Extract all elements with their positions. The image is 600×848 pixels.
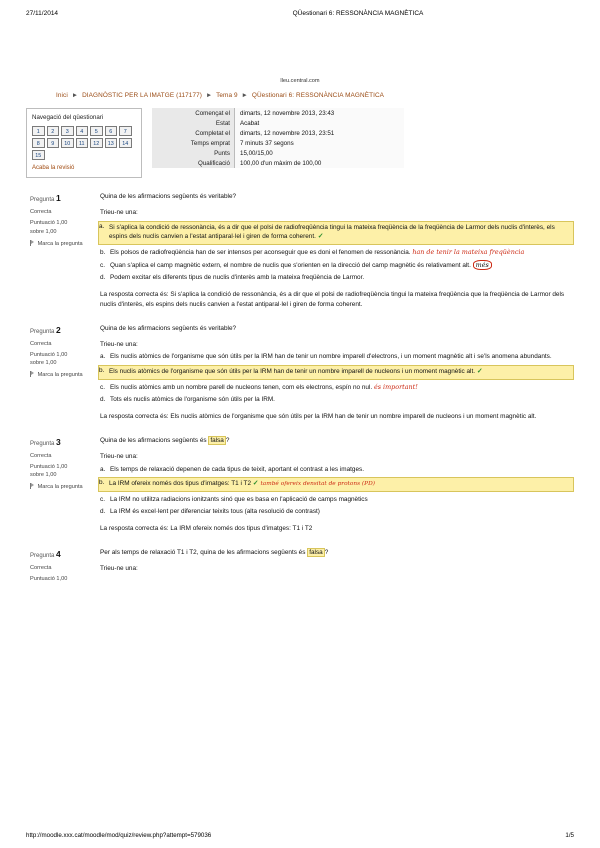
answer-text: Els nuclis atòmics de l'organisme que són útils per la IRM han de tenir un nombre imparell d'electrons, i un moment magnètic alt i se'ls anomena abundants. [110, 353, 552, 361]
question-text: Quina de les afirmacions següents és falsa ? [100, 436, 230, 444]
question-word: Pregunta [30, 552, 55, 559]
answer-option[interactable] [100, 465, 574, 475]
table-row [152, 158, 404, 168]
summary-value: dimarts, 12 novembre 2013, 23:43 [235, 108, 405, 118]
question-block [26, 548, 574, 584]
question-marks [30, 351, 92, 367]
correct-check-icon: ✓ [317, 233, 324, 241]
answer-text: Els nuclis atòmics de l'organisme que són útils per la IRM han de tenir un nombre imparell de nucleons i un moment magnètic alt. [109, 368, 476, 376]
question-state: Correcta [30, 209, 52, 215]
answer-letter: d. [100, 396, 106, 404]
answer-list [100, 465, 574, 517]
summary-label: Començat el [152, 108, 235, 118]
answer-option[interactable] [100, 261, 574, 271]
handwritten-note: també ofereix densitat de protons (PD) [260, 481, 375, 488]
question-nav-box[interactable]: 13 [105, 138, 118, 148]
print-title: QÜestionari 6: RESSONÀNCIA MAGNÈTICA [292, 10, 424, 17]
summary-label: Qualificació [152, 158, 235, 168]
answer-option[interactable] [100, 395, 574, 405]
summary-label: Punts [152, 148, 235, 158]
question-feedback: La resposta correcta és: Els nuclis atòmics de l'organisme que són útils per la IRM han de tenir un nombre imparell de nucleons i un moment magnètic alt. [100, 412, 537, 420]
question-nav-box[interactable]: 8 [32, 138, 45, 148]
question-number: 3 [56, 436, 61, 447]
question-nav-box[interactable]: 14 [119, 138, 132, 148]
print-header [0, 10, 600, 17]
question-nav-box[interactable]: 5 [90, 126, 103, 136]
answer-option[interactable] [98, 477, 574, 492]
correct-check-icon: ✓ [252, 480, 259, 488]
quiz-navigation-title: Navegació del qüestionari [32, 114, 104, 121]
question-number-label [30, 548, 92, 561]
question-body [92, 548, 574, 584]
answer-list [100, 221, 574, 283]
question-body [92, 436, 574, 534]
choose-label: Trieu-ne una: [100, 564, 138, 572]
flag-label: Marca la pregunta [37, 240, 83, 247]
choose-label: Trieu-ne una: [100, 452, 138, 460]
print-page-number: 1/5 [565, 832, 574, 839]
answer-option[interactable] [100, 248, 574, 258]
summary-value: 15,00/15,00 [235, 148, 405, 158]
question-state: Correcta [30, 340, 52, 347]
question-body [92, 192, 574, 310]
question-marks [30, 575, 92, 583]
answer-option[interactable] [98, 221, 574, 245]
question-nav-box[interactable]: 1 [32, 126, 45, 136]
question-block [26, 324, 574, 422]
breadcrumb-course[interactable]: DIAGNÒSTIC PER LA IMATGE (117177) [82, 92, 202, 99]
question-number: 4 [56, 548, 61, 559]
question-nav-box[interactable]: 4 [76, 126, 89, 136]
summary-value: 7 minuts 37 segons [235, 138, 405, 148]
breadcrumb-activity[interactable]: QÜestionari 6: RESSONÀNCIA MAGNÈTICA [251, 92, 385, 99]
question-block [26, 436, 574, 534]
summary-label: Estat [152, 118, 235, 128]
question-number-label [30, 324, 92, 337]
summary-value: 100,00 d'un màxim de 100,00 [235, 158, 405, 168]
question-text-main: Per als temps de relaxació T1 i T2, quina de les afirmacions següents és [100, 548, 306, 556]
table-row [152, 108, 404, 118]
handwritten-note: han de tenir la mateixa freqüència [412, 247, 525, 256]
answer-option[interactable] [100, 352, 574, 362]
question-marks [30, 463, 92, 479]
summary-value: dimarts, 12 novembre 2013, 23:51 [235, 128, 405, 138]
flag-label: Marca la pregunta [37, 484, 83, 491]
question-info [26, 548, 92, 584]
flag-question[interactable] [30, 483, 92, 491]
flag-label: Marca la pregunta [37, 372, 83, 379]
question-feedback: La resposta correcta és: Si s'aplica la condició de ressonància, és a dir que el polsi de radiofreqüència tingui la mateixa freqüència que la freqüència de Larmor dels nuclis d'interès, els espins dels nuclis canvien a l'estat antiparal·lel i giren de forma coherent. [100, 290, 565, 308]
marks-max: sobre 1,00 [30, 360, 57, 367]
answer-letter: b. [99, 367, 105, 375]
flag-icon [30, 371, 35, 377]
answer-text: La IRM ofereix només dos tipus d'imatges: T1 i T2 [109, 480, 251, 488]
question-nav-box[interactable]: 6 [105, 126, 118, 136]
answer-letter: d. [100, 274, 106, 282]
answer-letter: b. [100, 248, 106, 256]
question-nav-box[interactable]: 15 [32, 150, 45, 160]
question-text: Quina de les afirmacions següents és veritable? [100, 324, 237, 332]
answer-text: Els polsos de radiofreqüència han de ser intensos per aconseguir que es doni el fenomen de ressonància. [110, 248, 411, 256]
question-body [92, 324, 574, 422]
flag-icon [30, 483, 35, 489]
breadcrumb-home[interactable]: Inici [56, 92, 68, 99]
choose-label: Trieu-ne una: [100, 340, 138, 348]
question-text-main: Quina de les afirmacions següents és [100, 436, 207, 444]
question-number: 2 [56, 324, 61, 335]
answer-option[interactable] [98, 365, 574, 380]
question-word: Pregunta [30, 197, 55, 203]
question-word: Pregunta [30, 328, 55, 335]
site-name: lleu.central.com [280, 78, 320, 84]
answer-letter: c. [100, 261, 105, 269]
answer-text: La IRM no utilitza radiacions ionitzants sinó que es basa en l'aplicació de camps magnètics [110, 495, 368, 503]
marks-earned: Puntuació 1,00 [30, 352, 68, 359]
answer-text: Tots els nuclis atòmics de l'organisme són útils per la IRM. [110, 396, 275, 404]
marks-max: sobre 1,00 [30, 472, 57, 479]
question-word: Pregunta [30, 440, 55, 447]
question-nav-box[interactable]: 10 [61, 138, 74, 148]
answer-letter: a. [100, 353, 106, 361]
question-emphasis: falsa [309, 548, 323, 556]
print-date: 27/11/2014 [26, 10, 59, 17]
question-info [26, 324, 92, 422]
answer-text: Els nuclis atòmics amb un nombre parell de nucleons tenen, com els electrons, espín no nul. [110, 383, 373, 391]
marks-earned: Puntuació 1,00 [30, 576, 68, 583]
summary-label: Temps emprat [152, 138, 235, 148]
quiz-navigation-block [26, 108, 142, 178]
question-nav-box[interactable]: 3 [61, 126, 74, 136]
breadcrumb-separator: ► [71, 92, 79, 99]
question-nav-box[interactable]: 2 [47, 126, 60, 136]
page-content [26, 78, 574, 583]
table-row [152, 118, 404, 128]
marks-max: sobre 1,00 [30, 228, 57, 235]
flag-icon [30, 240, 35, 246]
question-state: Correcta [30, 564, 52, 571]
answer-letter: c. [100, 495, 105, 503]
top-columns [26, 108, 574, 178]
question-text: Per als temps de relaxació T1 i T2, quina de les afirmacions següents és falsa ? [100, 548, 329, 556]
answer-option[interactable] [100, 383, 574, 393]
table-row [152, 128, 404, 138]
choose-label: Trieu-ne una: [100, 208, 138, 216]
breadcrumb [56, 92, 574, 99]
question-nav-box[interactable]: 11 [76, 138, 89, 148]
question-info [26, 192, 92, 310]
question-marks [30, 219, 92, 235]
answer-letter: c. [100, 383, 105, 391]
table-row [152, 148, 404, 158]
answer-option[interactable] [100, 507, 574, 517]
breadcrumb-separator: ► [241, 92, 248, 99]
handwritten-note: és important! [373, 382, 418, 391]
question-info [26, 436, 92, 534]
answer-letter: a. [99, 222, 105, 230]
question-text: Quina de les afirmacions següents és veritable? [100, 193, 237, 200]
question-number: 1 [56, 193, 61, 203]
answer-letter: b. [99, 479, 105, 487]
question-state: Correcta [30, 452, 52, 459]
marks-earned: Puntuació 1,00 [30, 220, 68, 227]
print-footer [0, 832, 600, 839]
answer-list [100, 352, 574, 404]
question-number-grid [32, 126, 136, 160]
answer-option[interactable] [100, 273, 574, 283]
flag-question[interactable] [30, 240, 92, 248]
question-number-label [30, 192, 92, 205]
finish-review-link[interactable]: Acaba la revisió [32, 165, 75, 171]
question-feedback: La resposta correcta és: La IRM ofereix només dos tipus d'imatges: T1 i T2 [100, 524, 313, 532]
summary-value: Acabat [235, 118, 405, 128]
answer-text: Podem excitar els diferents tipus de nuclis d'interès amb la mateixa freqüència de Larmor. [110, 274, 365, 282]
question-nav-box[interactable]: 7 [119, 126, 132, 136]
correct-check-icon: ✓ [476, 368, 483, 376]
question-number-label [30, 436, 92, 449]
print-url: http://moodle.xxx.cat/moodle/mod/quiz/review.php?attempt=579036 [26, 832, 212, 839]
table-row [152, 138, 404, 148]
answer-text: Els temps de relaxació depenen de cada tipus de teixit, aportant el contrast a les imatges. [110, 465, 364, 473]
attempt-summary-table [152, 108, 404, 168]
breadcrumb-separator: ► [205, 92, 213, 99]
question-nav-box[interactable]: 9 [47, 138, 60, 148]
handwritten-note: més [473, 260, 492, 270]
flag-question[interactable] [30, 371, 92, 379]
question-nav-box[interactable]: 12 [90, 138, 103, 148]
answer-text: La IRM és excel·lent per diferenciar teixits tous (alta resolució de contrast) [110, 508, 320, 516]
answer-option[interactable] [100, 495, 574, 505]
marks-earned: Puntuació 1,00 [30, 464, 68, 471]
question-block [26, 192, 574, 310]
breadcrumb-topic[interactable]: Tema 9 [216, 92, 238, 99]
answer-letter: d. [100, 508, 106, 516]
question-emphasis: falsa [210, 436, 224, 444]
answer-text: Quan s'aplica el camp magnètic extern, el nombre de nuclis que s'orienten en la direcció del camp magnètic és relativament alt. [110, 261, 471, 269]
answer-letter: a. [100, 465, 106, 473]
answer-text: Si s'aplica la condició de ressonància, és a dir que el polsi de radiofreqüència tingui la mateixa freqüència de la freqüència de Larmor dels nuclis d'interès, els espins dels nuclis canvien a l'estat antiparal·lel i giren de forma coherent. [109, 223, 555, 241]
summary-label: Completat el [152, 128, 235, 138]
